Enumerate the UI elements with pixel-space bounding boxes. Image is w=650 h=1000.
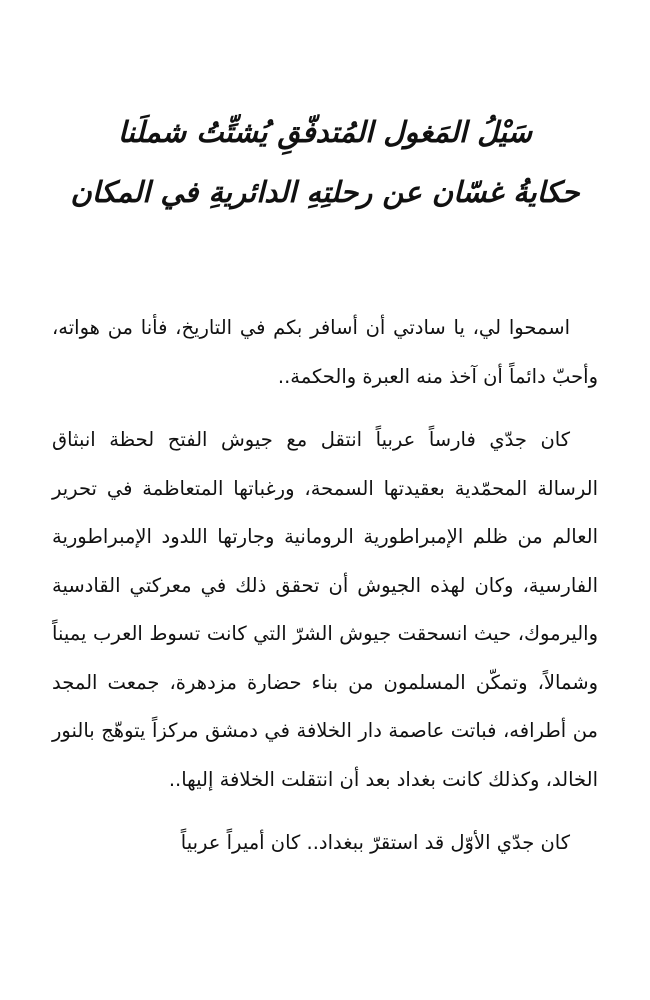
paragraph-1: اسمحوا لي، يا سادتي أن أسافر بكم في التاريخ، فأنا من هواته، وأحبّ دائماً أن آخذ منه العبرة والحكمة.. [52,316,598,388]
chapter-title-line-1: سَيْلُ المَغول المُتدفّقِ يُشتِّتُ شملَنا [117,115,533,149]
body-text [52,304,598,868]
paragraph-3: كان جدّي الأوّل قد استقرّ ببغداد.. كان أميراً عربياً [180,831,570,854]
chapter-title-line-2: حكايةُ غسّان عن رحلتِهِ الدائريةِ في المكان [70,175,580,209]
paragraph-2: كان جدّي فارساً عربياً انتقل مع جيوش الفتح لحظة انبثاق الرسالة المحمّدية بعقيدتها السمحة، ورغباتها المتعاظمة في تحرير العالم من ظلم الإمبراطورية الرومانية وجارتها اللدود الإمبراطورية الفارسية، وكان لهذه الجيوش أن تحقق ذلك في معركتي القادسية واليرموك، حيث انسحقت جيوش الشرّ التي كانت تسوط العرب يميناً وشمالاً، وتمكّن المسلمون من بناء حضارة مزدهرة، جمعت المجد من أطرافه، فباتت عاصمة دار الخلافة في دمشق مركزاً يتوهّج بالنور الخالد، وكذلك كانت بغداد بعد أن انتقلت الخلافة إليها.. [52,428,598,791]
chapter-title [40,102,610,222]
